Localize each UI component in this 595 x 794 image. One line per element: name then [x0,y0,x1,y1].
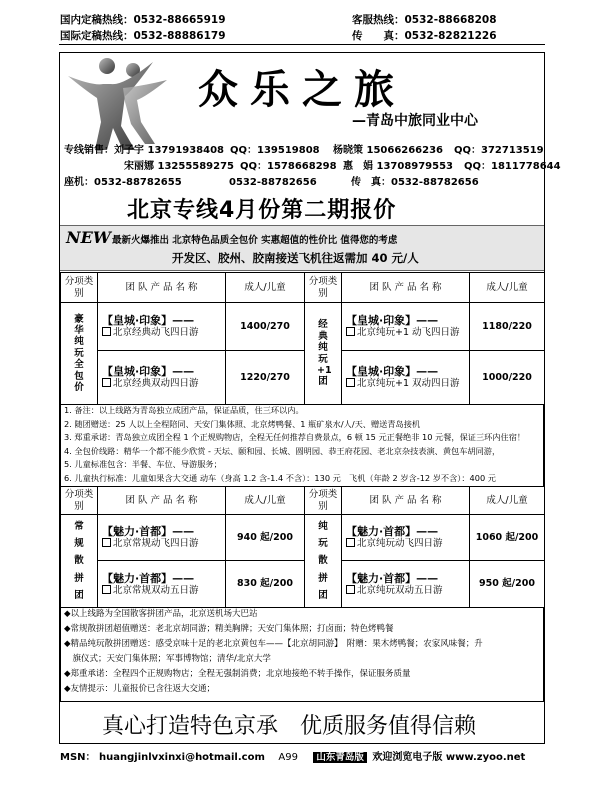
checkbox-icon [102,378,111,387]
contacts-row-1 [64,141,544,156]
scatter-group-price-table [60,486,545,608]
product-cell: 【魅力·首都】—— 北京纯玩动飞四日游 [342,515,470,561]
notes-block-2 [60,607,544,702]
service-hotline: 客服热线：0532-88668208 [352,14,497,26]
product-cell: 【皇城·印象】—— 北京纯玩+1 双动四日游 [342,351,470,405]
contact-qq: QQ：372713519 [454,145,544,156]
banner-line-2: 开发区、胶州、胶南接送飞机往返需加 40 元/人 [172,251,419,265]
note-line: 旗仪式；天安门集体照；军事博物馆；清华/北京大学 [64,654,271,664]
col-product: 团 队 产 品 名 称 [98,273,226,303]
checkbox-icon [346,538,355,547]
price-cell: 950 起/200 [470,561,545,608]
international-hotline: 国际定稿热线：0532-88886179 [60,30,226,42]
col-category: 分项类别 [305,487,342,515]
category-label: 纯玩散拼团 [305,515,342,608]
price-cell: 1400/270 [226,303,305,351]
msn-contact: MSN： huangjinlvxinxi@hotmail.com [60,752,265,763]
category-label: 经典纯玩+1团 [305,303,342,405]
page-number: A99 [278,752,298,763]
price-cell: 1180/220 [470,303,545,351]
brand-subtitle: —青岛中旅同业中心 [352,113,478,129]
table-row [61,515,545,561]
col-price: 成人/儿童 [226,487,305,515]
note-line: ◆以上线路为全国散客拼团产品，北京送机场大巴站 [64,609,258,619]
edition-badge: 山东青岛版 [313,752,367,763]
product-cell: 【皇城·印象】—— 北京经典双动四日游 [98,351,226,405]
contacts-label: 专线销售： [64,145,114,156]
note-line: 2. 随团赠送：25 人以上全程陪同、天安门集体照、北京烤鸭餐、1 瓶矿泉水/人/天、赠送青岛接机 [64,418,421,429]
domestic-hotline: 国内定稿热线：0532-88665919 [60,14,226,26]
note-line: 3. 郑重承诺：青岛独立成团全程 1 个正规购物店，全程无任何推荐自费景点，6 顿 15 元正餐绝非 10 元餐，保证三环内住宿！ [64,432,526,443]
note-line: ◆精品纯玩散拼团赠送：感受京味十足的老北京黄包车——【北京胡同游】 附赠：果木烤鸭餐；农家风味餐；升 [64,639,483,649]
contacts-row-3 [64,173,479,188]
brand-title: 众乐之旅 [198,66,406,113]
price-cell: 940 起/200 [226,515,305,561]
contact-name-phone: 杨晓策 15066266236 [333,145,444,156]
checkbox-icon [346,585,355,594]
checkbox-icon [346,327,355,336]
product-cell: 【魅力·首都】—— 北京纯玩双动五日游 [342,561,470,608]
category-label: 常规散拼团 [61,515,98,608]
checkbox-icon [346,378,355,387]
product-cell: 【皇城·印象】—— 北京纯玩+1 动飞四日游 [342,303,470,351]
note-line: 6. 儿童执行标准：儿童如果含大交通 动车（身高 1.2 含-1.4 不含）：130 元 飞机（年龄 2 岁含-12 岁不含）：400 元 [64,472,496,483]
contact-qq: QQ：1811778644 [464,161,561,172]
note-line: ◆常规散拼团超值赠送：老北京胡同游；精美胸牌；天安门集体照；打卤面；特色烤鸭餐 [64,624,394,634]
product-cell: 【魅力·首都】—— 北京常规双动五日游 [98,561,226,608]
col-category: 分项类别 [305,273,342,303]
checkbox-icon [102,327,111,336]
landline-2: 0532-88782656 [229,177,317,188]
landline: 座机：0532-88782655 [64,177,182,188]
checkbox-icon [102,585,111,594]
price-cell: 1220/270 [226,351,305,405]
category-label: 豪华纯玩全包价 [61,303,98,405]
col-product: 团 队 产 品 名 称 [342,487,470,515]
note-line: 5. 儿童标准包含：半餐、车位、导游服务； [64,459,222,470]
contact-qq: QQ：1578668298 [240,161,337,172]
col-category: 分项类别 [61,487,98,515]
product-cell: 【皇城·印象】—— 北京经典动飞四日游 [98,303,226,351]
contact-name-phone: 惠 娟 13708979553 [343,161,454,172]
contact-fax: 传 真：0532-88782656 [351,177,479,188]
col-price: 成人/儿童 [470,273,545,303]
note-line: 4. 全包价线路：精华一个都不能少欣赏 - 天坛、颐和园、长城、圆明园、恭王府花园、老北京杂技表演、黄包车胡同游， [64,445,501,456]
col-product: 团 队 产 品 名 称 [98,487,226,515]
price-cell: 1000/220 [470,351,545,405]
fax-hotline: 传 真：0532-82821226 [352,30,497,42]
main-title: 北京专线4月份第二期报价 [127,198,397,223]
price-cell: 1060 起/200 [470,515,545,561]
slogan: 真心打造特色京承 优质服务值得信赖 [102,714,477,739]
footer [60,748,525,763]
notes-block-1 [60,404,544,486]
price-cell: 830 起/200 [226,561,305,608]
col-product: 团 队 产 品 名 称 [342,273,470,303]
table-row [61,303,545,351]
note-line: ◆友情提示：儿童报价已含往返大交通； [64,684,216,694]
table-row [61,351,545,405]
dancing-people-logo-icon [63,56,173,152]
product-cell: 【魅力·首都】—— 北京常规动飞四日游 [98,515,226,561]
checkbox-icon [102,538,111,547]
package-price-table [60,272,545,405]
col-price: 成人/儿童 [226,273,305,303]
promo-banner [60,225,544,271]
col-category: 分项类别 [61,273,98,303]
contacts-row-2 [124,157,561,172]
banner-line-1: 最新火爆推出 北京特色品质全包价 实惠超值的性价比 值得您的考虑 [112,235,398,246]
new-badge: NEW [66,228,111,247]
contact-name-phone: 刘子宇 13791938408 [114,145,225,156]
note-line: 1. 备注：以上线路为青岛独立成团产品，保证品质，住三环以内。 [64,405,304,415]
contact-name-phone: 宋丽娜 13255589275 [124,161,235,172]
table-row [61,561,545,608]
website-link[interactable]: 欢迎浏览电子版 www.zyoo.net [372,752,526,763]
col-price: 成人/儿童 [470,487,545,515]
note-line: ◆郑重承诺：全程四个正规购物店；全程无强制消费；北京地接绝不转手操作，保证服务质量 [64,669,411,679]
contact-qq: QQ：139519808 [230,145,320,156]
